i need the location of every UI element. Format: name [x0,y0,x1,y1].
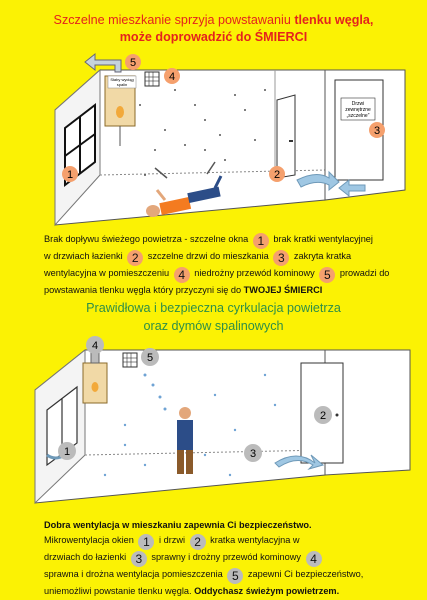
top-room-illustration [45,50,420,230]
bottom-room-illustration [25,335,420,510]
svg-text:5: 5 [129,57,137,69]
bottom-title-line1: Prawidłowa i bezpieczna cyrkulacja powietrza [86,301,341,315]
marker-3: 3 [273,250,289,266]
marker-3: 3 [131,551,147,567]
marker-2: 2 [127,250,143,266]
bathroom-door-icon [277,95,295,178]
vent-grille-icon [123,353,137,367]
svg-text:4: 4 [91,340,99,352]
top-description: Brak dopływu świeżego powietrza - szczelne okna 1 brak kratki wentylacyjnej w drzwiach łazienki 2 szczelne drzwi do mieszkania 3 zakryta kratka wentylacyjna w pomieszczeniu 4 niedrożny przewód kominowy 5 prowadzi do powstawania tlenku węgla który przyczyni się do TWOJEJ ŚMIERCI [44,234,390,295]
svg-text:3: 3 [373,125,381,137]
svg-text:1: 1 [63,446,71,458]
top-marker-4 [164,68,180,84]
svg-text:3: 3 [249,448,257,460]
marker-1: 1 [253,233,269,249]
top-title-line1: Szczelne mieszkanie sprzyja powstawaniu tlenku węgla, [53,13,374,27]
bottom-marker-5 [141,348,159,366]
chimney-arrow-icon [85,54,121,72]
svg-text:zewnętrzne: zewnętrzne [345,107,371,113]
bottom-description: Dobra wentylacja w mieszkaniu zapewnia Ci bezpieczeństwo. Mikrowentylacja okien 1 i drzwi 2 kratka wentylacyjna w drzwiach do łazienki 3 sprawny i drożny przewód kominowy 4 sprawna i drożna wentylacja pomieszczenia 5 zapewni Ci bezpieczeństwo, uniemożliwi powstanie tlenku węgla. Oddychasz świeżym powietrzem. [44,520,364,596]
marker-1: 1 [138,534,154,550]
svg-text:2: 2 [273,169,281,181]
top-title-line2: może doprowadzić do ŚMIERCI [119,30,308,44]
marker-5: 5 [319,267,335,283]
top-marker-5 [125,54,141,70]
vent-grille-icon [145,72,159,86]
bottom-marker-3 [244,444,262,462]
marker-2: 2 [190,534,206,550]
bottom-title-line2: oraz dymów spalinowych [143,319,284,333]
svg-text:1: 1 [66,169,74,181]
svg-text:Słaby wyciąg: Słaby wyciąg [110,77,134,82]
svg-text:spalin: spalin [116,82,128,87]
svg-text:Drzwi: Drzwi [351,101,365,107]
svg-text:2: 2 [319,410,327,422]
marker-5: 5 [227,568,243,584]
svg-text:5: 5 [146,352,154,364]
bottom-marker-1 [58,442,76,460]
marker-4: 4 [306,551,322,567]
top-marker-1 [62,166,78,182]
bottom-marker-2 [314,406,332,424]
marker-4: 4 [174,267,190,283]
top-marker-2 [269,166,285,182]
svg-text:„szczelne”: „szczelne” [346,113,370,119]
bottom-marker-4 [86,336,104,354]
top-marker-3 [369,122,385,138]
svg-text:4: 4 [168,71,176,83]
